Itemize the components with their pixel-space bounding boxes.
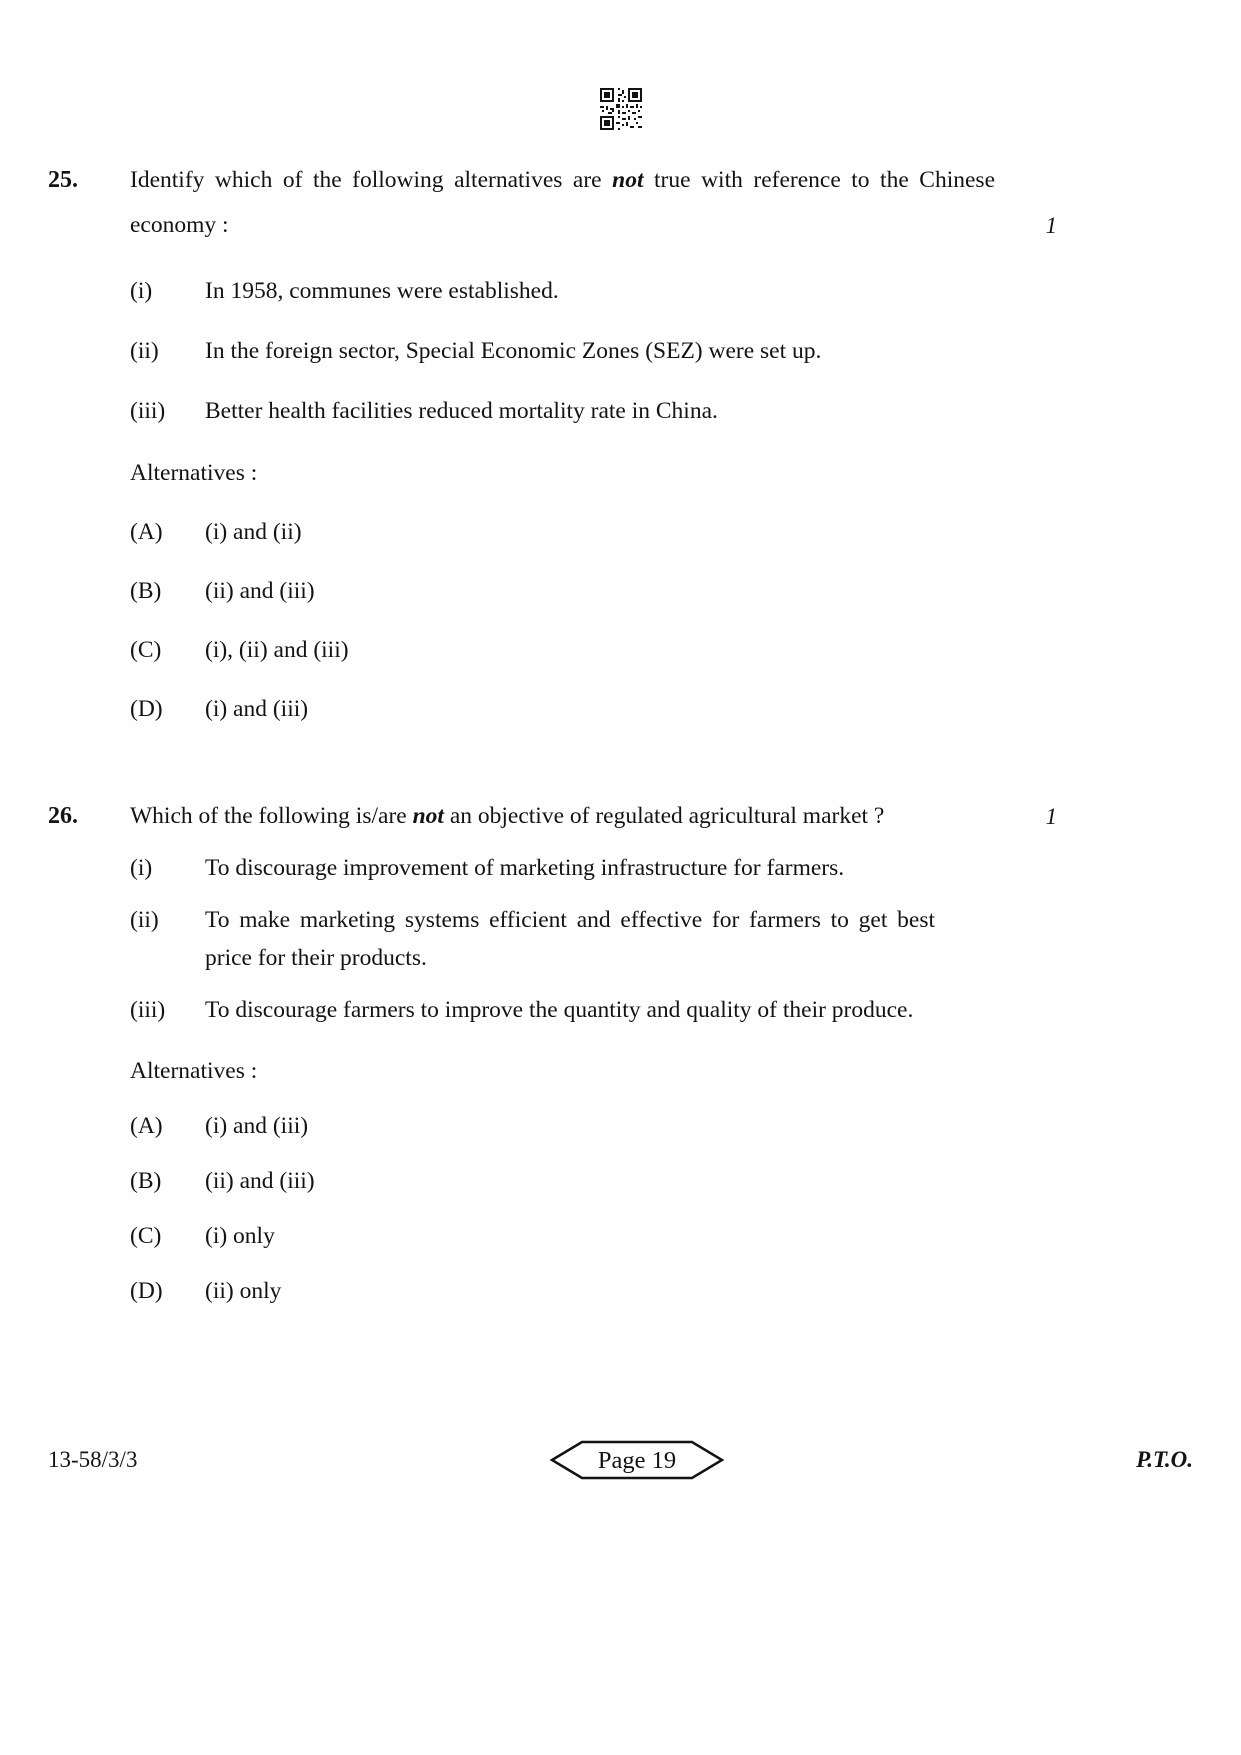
option-text: (ii) only [205, 1278, 282, 1304]
question-text-part: true with reference to the Chinese economy : [130, 167, 995, 238]
item-text: To discourage improvement of marketing infrastructure for farmers. [205, 855, 845, 881]
item-label: (iii) [130, 398, 166, 424]
option-b [130, 575, 1057, 608]
option-d [130, 693, 1057, 726]
option-label: (A) [130, 1113, 163, 1139]
question-item [130, 275, 1057, 308]
option-label: (D) [130, 1278, 163, 1304]
option-text: (i) and (ii) [205, 519, 302, 545]
page-number: Page 19 [597, 1447, 676, 1474]
question-item [130, 849, 1057, 887]
item-label: (i) [130, 855, 153, 881]
item-text: In the foreign sector, Special Economic Zones (SEZ) were set up. [205, 338, 822, 364]
question-number: 25. [48, 167, 78, 193]
question-25 [48, 158, 1057, 726]
option-d [130, 1275, 1057, 1308]
option-label: (B) [130, 578, 162, 604]
page-footer [0, 1438, 1241, 1482]
option-a [130, 516, 1057, 549]
question-item [130, 395, 1057, 428]
question-text [130, 158, 995, 248]
item-text: To make marketing systems efficient and effective for farmers to get best price for their products. [205, 907, 935, 971]
option-text: (ii) and (iii) [205, 578, 315, 604]
paper-code: 13-58/3/3 [48, 1447, 138, 1472]
item-text: In 1958, communes were established. [205, 278, 559, 304]
option-text: (i) and (iii) [205, 1113, 309, 1139]
option-label: (D) [130, 696, 163, 722]
question-marks: 1 [1045, 804, 1057, 829]
question-number: 26. [48, 803, 78, 829]
question-item [130, 335, 1057, 368]
item-label: (ii) [130, 338, 159, 364]
item-label: (i) [130, 278, 153, 304]
item-text: Better health facilities reduced mortality rate in China. [205, 398, 718, 424]
qr-code-icon [600, 88, 642, 130]
question-text-emphasis: not [412, 803, 444, 829]
alternatives-heading: Alternatives : [130, 1058, 258, 1084]
option-label: (C) [130, 1223, 162, 1249]
question-26 [48, 794, 1057, 1308]
option-c [130, 1220, 1057, 1253]
pto-label: P.T.O. [1136, 1447, 1193, 1472]
alternatives-heading: Alternatives : [130, 460, 258, 486]
question-text [130, 794, 995, 839]
question-25-body [130, 275, 1057, 726]
question-marks: 1 [1045, 213, 1057, 238]
option-text: (i), (ii) and (iii) [205, 637, 349, 663]
page-number-badge [549, 1438, 725, 1482]
question-text-part: an objective of regulated agricultural market ? [449, 803, 885, 829]
question-26-body [130, 849, 1057, 1308]
option-a [130, 1110, 1057, 1143]
question-item [130, 901, 1057, 977]
item-label: (ii) [130, 907, 159, 933]
option-b [130, 1165, 1057, 1198]
option-label: (C) [130, 637, 162, 663]
option-c [130, 634, 1057, 667]
option-label: (A) [130, 519, 163, 545]
option-label: (B) [130, 1168, 162, 1194]
question-text-part: Which of the following is/are [130, 803, 407, 829]
option-text: (i) only [205, 1223, 275, 1249]
qr-code-container [0, 0, 1241, 130]
question-text-part: Identify which of the following alternatives are [130, 167, 602, 193]
item-label: (iii) [130, 997, 166, 1023]
question-25-head [48, 158, 1057, 248]
question-26-head [48, 794, 1057, 839]
item-text: To discourage farmers to improve the quantity and quality of their produce. [205, 997, 914, 1023]
question-item [130, 991, 1057, 1029]
question-text-emphasis: not [612, 167, 644, 193]
option-text: (ii) and (iii) [205, 1168, 315, 1194]
option-text: (i) and (iii) [205, 696, 309, 722]
